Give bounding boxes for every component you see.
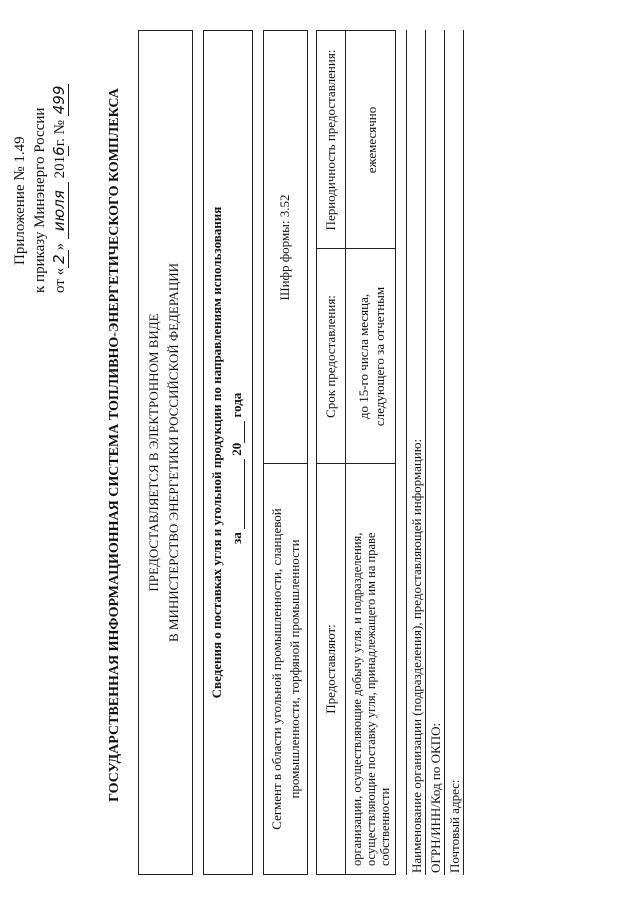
- appendix-line2: к приказу Минэнерго России: [32, 107, 48, 293]
- segment-line1: Сегмент в области угольной промышленности, сланцевой: [269, 508, 284, 830]
- date-year-digit: 6: [50, 146, 68, 156]
- electronic-submission-box: [138, 30, 193, 875]
- electronic-line1: ПРЕДОСТАВЛЯЕТСЯ В ЭЛЕКТРОННОМ ВИДЕ: [146, 313, 161, 592]
- report-title-box: [203, 30, 253, 875]
- header-frequency: Периодичность предоставления:: [323, 49, 338, 231]
- appendix-order-date: [50, 84, 69, 293]
- deadline-line2: следующего за отчетным: [372, 286, 387, 427]
- date-mid: »: [52, 242, 68, 251]
- period-mid: 20: [229, 442, 244, 456]
- period-prefix: за: [229, 532, 244, 544]
- system-title: ГОСУДАРСТВЕННАЯ ИНФОРМАЦИОННАЯ СИСТЕМА ТОПЛИВНО-ЭНЕРГЕТИЧЕСКОГО КОМПЛЕКСА: [107, 88, 122, 802]
- info-line-2: [444, 30, 445, 875]
- ogrn-label: ОГРН/ИНН/Код по ОКПО:: [428, 722, 443, 873]
- segment-box: [263, 30, 308, 875]
- order-number: 499: [50, 85, 68, 115]
- org-name-label: Наименование организации (подразделения), предоставляющей информацию:: [409, 438, 424, 873]
- date-year-prefix: 201: [52, 155, 68, 179]
- info-line-1: [425, 30, 426, 875]
- providers-line3: собственности: [378, 787, 392, 866]
- date-day: 2: [50, 250, 69, 268]
- info-top-line: [406, 30, 407, 875]
- table-header-divider: [345, 31, 346, 874]
- report-title: Сведения о поставках угля и угольной продукции по направлениям использования: [209, 206, 224, 699]
- form-code: Шифр формы: 3.52: [277, 194, 292, 301]
- providers-line1: организации, осуществляющие добычу угля, и подразделения,: [350, 532, 364, 866]
- report-period: [230, 393, 245, 544]
- providers-line2: осуществляющие поставку угля, принадлежащего им на праве: [364, 532, 378, 866]
- date-prefix: от «: [52, 267, 68, 293]
- appendix-line1: Приложение № 1.49: [12, 136, 28, 265]
- header-providers: Предоставляют:: [323, 624, 338, 714]
- providers-table: [316, 30, 396, 875]
- address-label: Почтовый адрес:: [447, 779, 462, 873]
- date-suffix: г. №: [52, 120, 68, 147]
- info-line-3: [463, 30, 464, 875]
- segment-line2: промышленности, торфяной промышленности: [287, 539, 302, 799]
- header-deadline: Срок предоставления:: [323, 295, 338, 418]
- electronic-line2: В МИНИСТЕРСТВО ЭНЕРГЕТИКИ РОССИЙСКОЙ ФЕДЕРАЦИИ: [166, 263, 181, 642]
- period-suffix: года: [229, 392, 244, 418]
- date-month: июля: [50, 182, 69, 239]
- period-blank-1: [230, 459, 245, 529]
- frequency-value: ежемесячно: [364, 106, 379, 174]
- deadline-line1: до 15-го числа месяца,: [356, 293, 371, 420]
- period-blank-2: [230, 421, 245, 443]
